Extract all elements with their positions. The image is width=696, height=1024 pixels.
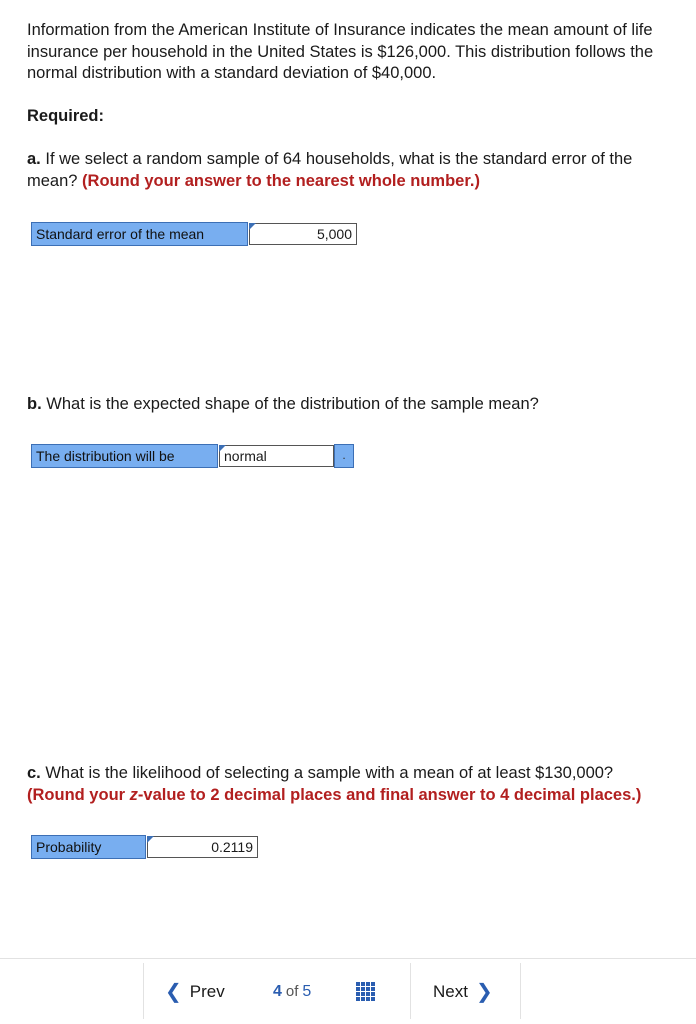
current-page: 4	[273, 983, 282, 1000]
footer-separator	[143, 963, 144, 1019]
part-b-letter: b.	[27, 395, 42, 413]
part-a-answer-row	[31, 222, 357, 246]
footer-divider	[0, 958, 696, 959]
period-suffix: .	[334, 444, 354, 468]
answer-flag-icon	[249, 223, 256, 230]
part-a-letter: a.	[27, 150, 41, 168]
next-button[interactable]	[433, 980, 493, 1004]
answer-flag-icon	[147, 836, 154, 843]
part-a-instruction: (Round your answer to the nearest whole number.)	[82, 171, 480, 190]
part-a-question-text: If we select a random sample of 64 households, what is the standard error of the mean?	[27, 150, 633, 190]
footer-separator	[410, 963, 411, 1019]
part-c-question-text: What is the likelihood of selecting a sample with a mean of at least $130,000?	[45, 764, 614, 782]
chevron-right-icon: ❯	[475, 981, 493, 1003]
part-c-instruction	[27, 786, 641, 804]
distribution-shape-value: normal	[224, 448, 267, 464]
part-c-answer-row	[31, 835, 258, 859]
part-c-instruction-post: -value to 2 decimal places and final answer to 4 decimal places.)	[137, 785, 642, 804]
standard-error-value: 5,000	[316, 226, 352, 242]
part-b-question-text: What is the expected shape of the distribution of the sample mean?	[46, 395, 539, 413]
part-b-question	[27, 394, 682, 416]
standard-error-input[interactable]	[249, 223, 357, 245]
intro-text: Information from the American Institute of Insurance indicates the mean amount of life insurance per household in the United States is $126,000. This distribution follows the normal distribution with a standard deviation of $40,000.	[27, 21, 654, 82]
page-of-label: of	[285, 983, 299, 1000]
prev-button[interactable]	[165, 980, 225, 1004]
part-c-label: Probability	[31, 835, 146, 859]
total-pages: 5	[302, 983, 312, 1000]
part-b-label: The distribution will be	[31, 444, 218, 468]
probability-input[interactable]	[147, 836, 258, 858]
answer-flag-icon	[219, 445, 226, 452]
probability-value: 0.2119	[211, 839, 253, 855]
part-c-letter: c.	[27, 764, 41, 782]
next-label: Next	[433, 982, 468, 1001]
required-heading: Required:	[27, 107, 105, 125]
part-b-answer-row	[31, 444, 354, 468]
page-indicator	[273, 980, 311, 1004]
chevron-left-icon: ❮	[165, 981, 182, 1003]
part-c-instruction-pre: (Round your	[27, 785, 130, 804]
distribution-shape-select[interactable]	[219, 445, 334, 467]
footer-separator	[520, 963, 521, 1019]
part-a-label: Standard error of the mean	[31, 222, 248, 246]
part-a-question	[27, 149, 682, 192]
part-c-instruction-italic: z	[129, 785, 138, 804]
grid-icon[interactable]	[356, 982, 376, 1002]
part-c-question	[27, 763, 682, 806]
prev-label: Prev	[189, 982, 225, 1001]
